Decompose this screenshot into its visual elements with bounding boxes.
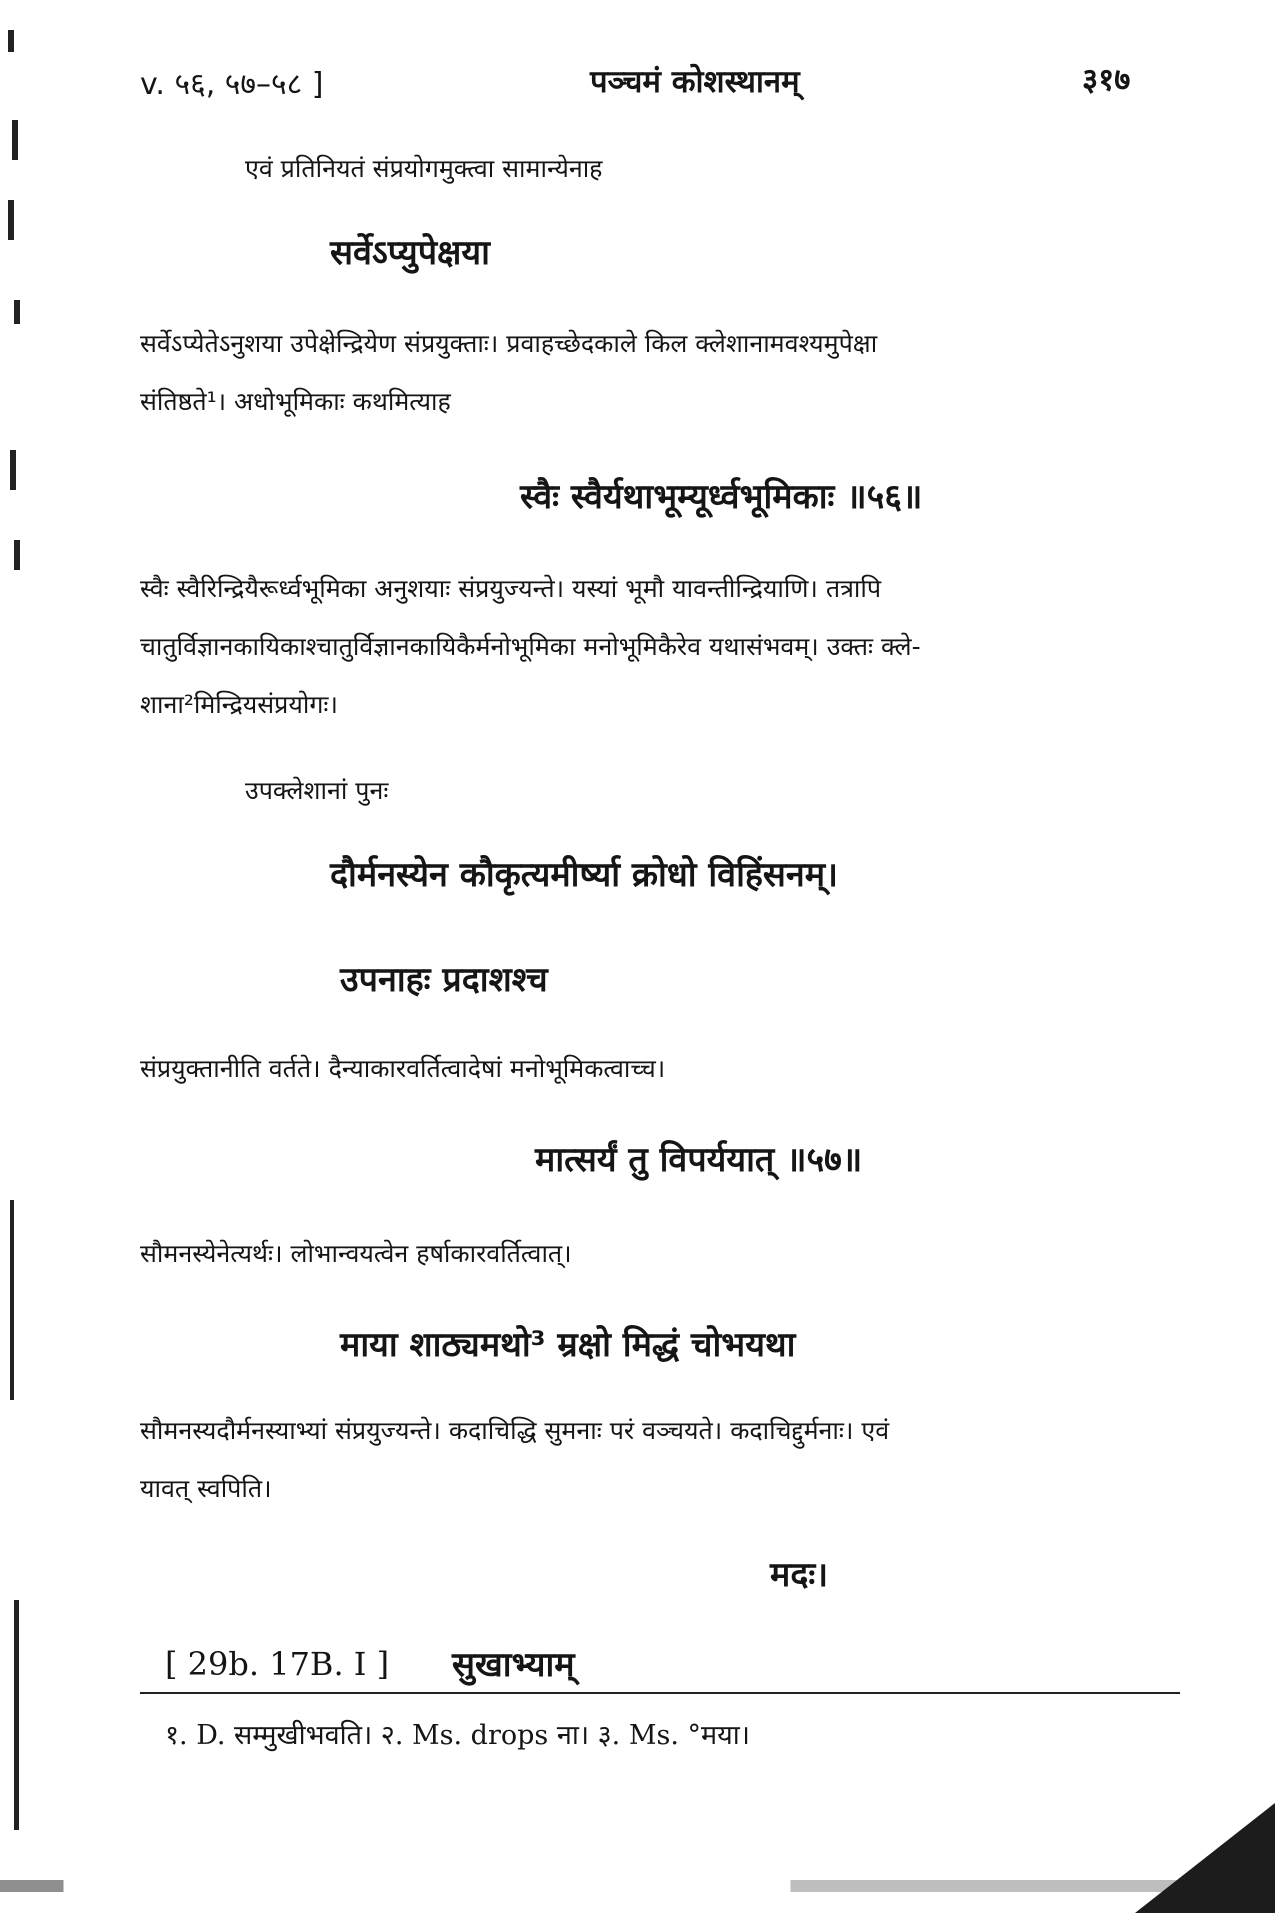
verse-line: सर्वेऽप्युपेक्षया <box>330 233 490 273</box>
commentary-line: चातुर्विज्ञानकायिकाश्चातुर्विज्ञानकायिकैर्मनोभूमिका मनोभूमिकैरेव यथासंभवम्। उक्तः क्ले- <box>140 632 921 661</box>
commentary-line: सर्वेऽप्येतेऽनुशया उपेक्षेन्द्रियेण संप्रयुक्ताः। प्रवाहच्छेदकाले किल क्लेशानामवश्यमुपेक्षा <box>140 329 878 358</box>
page-gutter-edge <box>40 0 43 1913</box>
page-number: ३१७ <box>1082 62 1131 98</box>
commentary-line: संप्रयुक्तानीति वर्तते। दैन्याकारवर्तित्वादेषां मनोभूमिकत्वाच्च। <box>140 1054 666 1083</box>
verse-line: माया शाठ्यमथो³ म्रक्षो मिद्धं चोभयथा <box>340 1325 796 1365</box>
commentary-line: शाना²मिन्द्रियसंप्रयोगः। <box>140 690 338 719</box>
margin-mark <box>10 450 16 490</box>
margin-mark <box>14 540 20 570</box>
verse-line: स्वैः स्वैर्यथाभूम्यूर्ध्वभूमिकाः ॥५६॥ <box>520 477 923 517</box>
verse-line: मात्सर्यं तु विपर्ययात् ॥५७॥ <box>535 1140 863 1180</box>
footnotes: १. D. सम्मुखीभवति। २. Ms. drops ना। ३. Ms. °मया। <box>165 1720 751 1751</box>
margin-mark <box>8 30 14 52</box>
margin-mark <box>14 1600 19 1830</box>
margin-mark <box>10 1200 14 1400</box>
running-header-verse-range: v. ५६, ५७–५८ ] <box>140 67 324 102</box>
prose-intro: उपक्लेशानां पुनः <box>245 776 389 805</box>
prose-intro: एवं प्रतिनियतं संप्रयोगमुक्त्वा सामान्येनाह <box>245 154 603 183</box>
footnote-rule <box>140 1692 1180 1694</box>
commentary-line: सौमनस्यदौर्मनस्याभ्यां संप्रयुज्यन्ते। कदाचिद्धि सुमनाः परं वञ्चयते। कदाचिद्दुर्मनाः। एवं <box>140 1416 890 1445</box>
margin-mark <box>14 300 20 324</box>
commentary-line: स्वैः स्वैरिन्द्रियैरूर्ध्वभूमिका अनुशयाः संप्रयुज्यन्ते। यस्यां भूमौ यावन्तीन्द्रियाणि। तत्रापि <box>140 574 882 603</box>
verse-line: सुखाभ्याम् <box>452 1645 575 1685</box>
verse-line: मदः। <box>770 1555 829 1595</box>
commentary-line: सौमनस्येनेत्यर्थः। लोभान्वयत्वेन हर्षाकारवर्तित्वात्। <box>140 1239 572 1268</box>
scan-corner-shadow <box>1135 1803 1275 1913</box>
scan-edge-smudge <box>0 1880 1275 1892</box>
verse-line: उपनाहः प्रदाशश्च <box>340 960 548 1000</box>
commentary-line: यावत् स्वपिति। <box>140 1474 272 1503</box>
verse-line: दौर्मनस्येन कौकृत्यमीर्ष्या क्रोधो विहिंसनम्। <box>330 855 839 895</box>
margin-mark <box>12 120 18 160</box>
running-header-title: पञ्चमं कोशस्थानम् <box>590 64 800 100</box>
margin-mark <box>8 200 14 240</box>
manuscript-reference: [ 29b. 17B. I ] <box>165 1645 390 1683</box>
commentary-line: संतिष्ठते¹। अधोभूमिकाः कथमित्याह <box>140 387 451 416</box>
